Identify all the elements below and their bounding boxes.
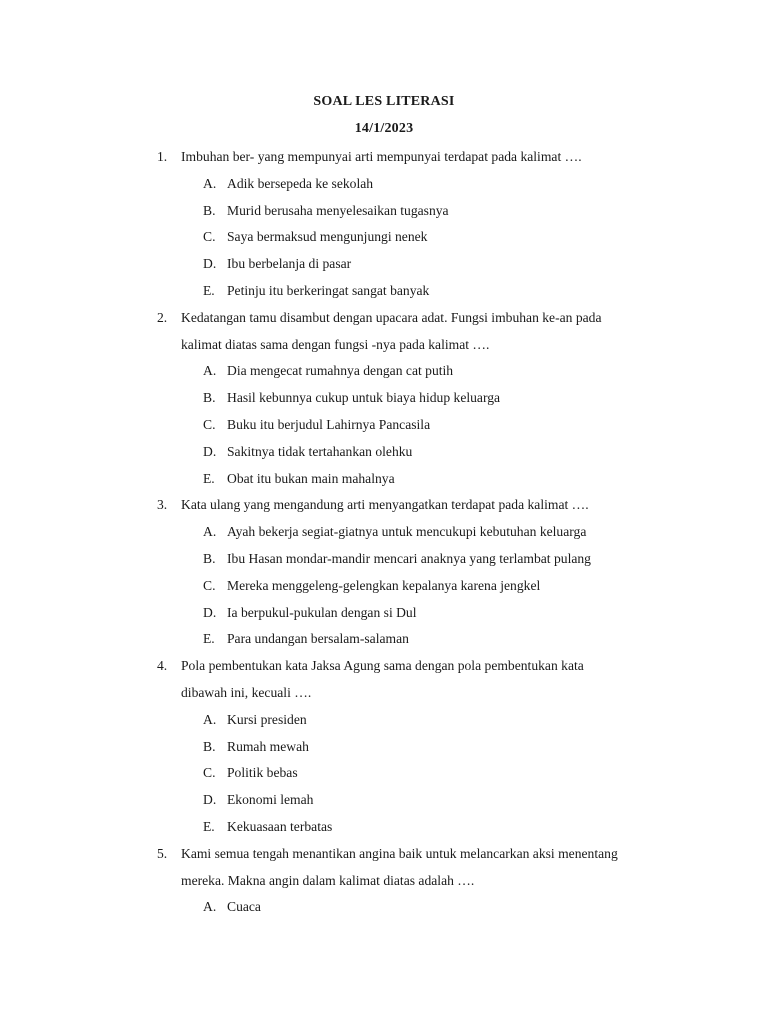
option-letter: B. — [203, 202, 216, 218]
option-text: Murid berusaha menyelesaikan tugasnya — [227, 202, 449, 218]
question-line — [0, 336, 768, 363]
question-number: 4. — [157, 658, 168, 674]
answer-option — [0, 523, 768, 550]
option-text: Adik bersepeda ke sekolah — [227, 175, 374, 191]
answer-option — [0, 202, 768, 229]
option-text: Mereka menggeleng-gelengkan kepalanya karena jengkel — [227, 577, 541, 593]
option-letter: A. — [203, 363, 217, 379]
question-line — [0, 309, 768, 336]
answer-option — [0, 255, 768, 282]
option-text: Kekuasaan terbatas — [227, 818, 333, 834]
question-number: 2. — [157, 309, 168, 325]
answer-option — [0, 898, 768, 925]
option-text: Para undangan bersalam-salaman — [227, 631, 409, 647]
option-letter: C. — [203, 577, 216, 593]
option-letter: A. — [203, 524, 217, 540]
answer-option — [0, 228, 768, 255]
option-text: Hasil kebunnya cukup untuk biaya hidup keluarga — [227, 390, 501, 406]
question-text: Kami semua tengah menantikan angina baik untuk melancarkan aksi menentang — [181, 845, 618, 861]
question-line — [0, 684, 768, 711]
answer-option — [0, 604, 768, 631]
option-text: Kursi presiden — [227, 711, 307, 727]
question-3 — [0, 496, 768, 657]
question-number: 1. — [157, 149, 168, 164]
option-letter: C. — [203, 416, 216, 432]
option-letter: B. — [203, 390, 216, 406]
option-text: Cuaca — [227, 899, 261, 915]
answer-option — [0, 630, 768, 657]
answer-option — [0, 282, 768, 309]
document-date: 14/1/2023 — [354, 121, 414, 136]
question-list — [0, 148, 768, 925]
answer-option — [0, 550, 768, 577]
answer-option — [0, 362, 768, 389]
answer-option — [0, 443, 768, 470]
question-text: mereka. Makna angin dalam kalimat diatas adalah …. — [181, 872, 475, 888]
answer-option — [0, 416, 768, 443]
option-text: Ayah bekerja segiat-giatnya untuk mencukupi kebutuhan keluarga — [227, 524, 587, 540]
question-line — [0, 657, 768, 684]
option-text: Obat itu bukan main mahalnya — [227, 470, 395, 486]
question-line — [0, 496, 768, 523]
option-text: Ibu Hasan mondar-mandir mencari anaknya yang terlambat pulang — [227, 550, 591, 566]
answer-option — [0, 470, 768, 497]
option-text: Dia mengecat rumahnya dengan cat putih — [227, 363, 454, 379]
answer-option — [0, 764, 768, 791]
option-letter: D. — [203, 604, 217, 620]
answer-option — [0, 818, 768, 845]
document-title: SOAL LES LITERASI — [313, 94, 455, 109]
option-letter: D. — [203, 792, 217, 808]
option-letter: E. — [203, 470, 215, 486]
option-text: Saya bermaksud mengunjungi nenek — [227, 229, 428, 245]
answer-option — [0, 577, 768, 604]
option-letter: E. — [203, 818, 215, 834]
option-letter: A. — [203, 711, 217, 727]
answer-option — [0, 711, 768, 738]
question-1 — [0, 148, 768, 309]
question-number: 3. — [157, 497, 168, 513]
question-number: 5. — [157, 845, 168, 861]
question-text: Imbuhan ber- yang mempunyai arti mempunyai terdapat pada kalimat …. — [181, 149, 582, 164]
question-line — [0, 148, 768, 175]
option-text: Rumah mewah — [227, 738, 309, 754]
option-letter: E. — [203, 282, 215, 298]
question-line — [0, 872, 768, 899]
question-line — [0, 845, 768, 872]
question-5 — [0, 845, 768, 925]
answer-option — [0, 791, 768, 818]
option-letter: E. — [203, 631, 215, 647]
option-letter: A. — [203, 899, 217, 915]
question-text: Kedatangan tamu disambut dengan upacara adat. Fungsi imbuhan ke-an pada — [181, 309, 602, 325]
option-text: Petinju itu berkeringat sangat banyak — [227, 282, 430, 298]
option-text: Ibu berbelanja di pasar — [227, 256, 352, 272]
option-letter: B. — [203, 550, 216, 566]
option-text: Sakitnya tidak tertahankan olehku — [227, 443, 413, 459]
option-text: Buku itu berjudul Lahirnya Pancasila — [227, 416, 431, 432]
question-4 — [0, 657, 768, 845]
question-text: dibawah ini, kecuali …. — [181, 684, 312, 700]
answer-option — [0, 738, 768, 765]
option-text: Politik bebas — [227, 765, 298, 781]
option-letter: B. — [203, 738, 216, 754]
question-2 — [0, 309, 768, 497]
option-letter: C. — [203, 765, 216, 781]
option-letter: A. — [203, 175, 217, 191]
option-text: Ekonomi lemah — [227, 792, 314, 808]
option-letter: D. — [203, 256, 217, 272]
option-letter: D. — [203, 443, 217, 459]
option-letter: C. — [203, 229, 216, 245]
question-text: Pola pembentukan kata Jaksa Agung sama dengan pola pembentukan kata — [181, 658, 584, 674]
option-text: Ia berpukul-pukulan dengan si Dul — [227, 604, 417, 620]
question-text: Kata ulang yang mengandung arti menyangatkan terdapat pada kalimat …. — [181, 497, 589, 513]
question-text: kalimat diatas sama dengan fungsi -nya pada kalimat …. — [181, 336, 490, 352]
answer-option — [0, 175, 768, 202]
answer-option — [0, 389, 768, 416]
